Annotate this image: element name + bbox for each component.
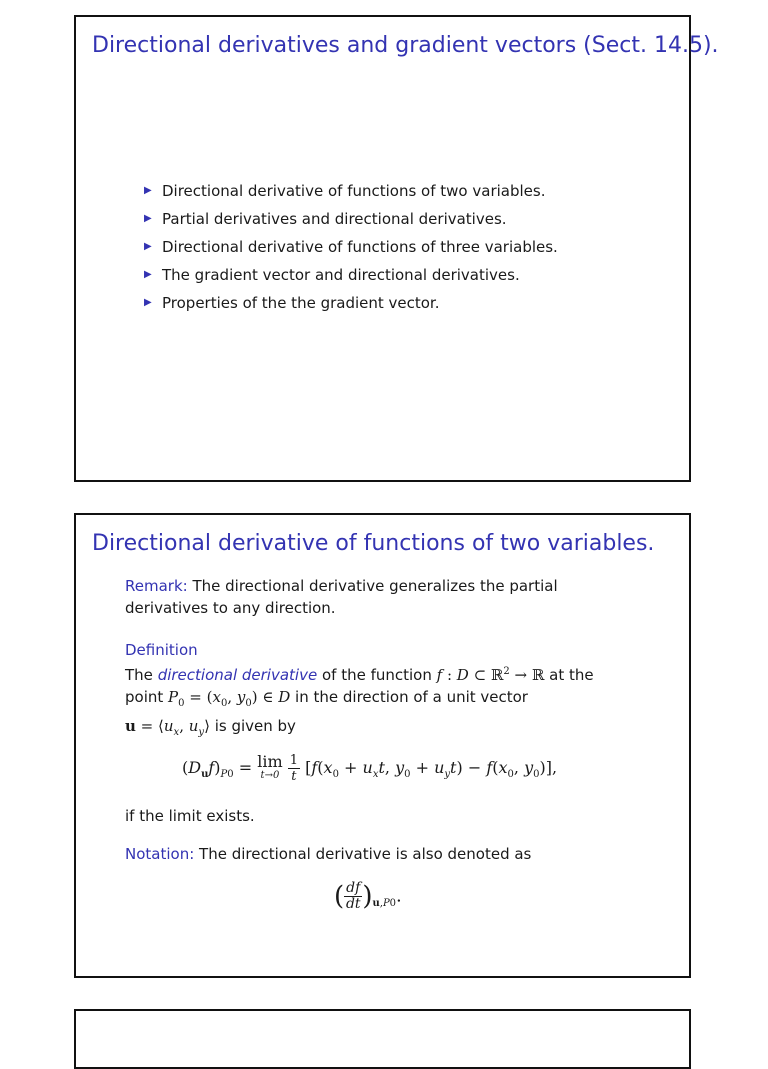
remark-block: [125, 575, 677, 619]
slide-1-title: Directional derivatives and gradient vectors (Sect. 14.5).: [92, 33, 719, 58]
remark-text-2: derivatives to any direction.: [125, 599, 336, 617]
triangle-bullet-icon: ▶: [144, 213, 152, 224]
list-item: ▶ Partial derivatives and directional derivatives.: [144, 210, 507, 228]
topic-list: [144, 180, 558, 320]
list-item: ▶ Directional derivative of functions of two variables.: [144, 182, 546, 200]
definition-line-3: $u = ⟨u_x$, $u_y⟩$ is given by: [125, 717, 296, 738]
list-item: ▶ The gradient vector and directional derivatives.: [144, 266, 520, 284]
definition-line-2: point $P_0 = (x_0$, $y_0$) ∈ D in the direction of a unit vector: [125, 688, 528, 709]
slide-1: [74, 15, 719, 482]
definition-line-1: The directional derivative of the function f : D ⊂ ℝ$^2$ → ℝ at the: [125, 666, 594, 684]
defined-term: directional derivative: [157, 666, 318, 684]
directional-derivative-formula: $(D_uf)_{P0}$ = lim t→0 $\frac{1}{t}$ [$f(x_0 + u_xt$, $y_0 + u_yt) - f(x_0$, $y_0$)],: [182, 751, 558, 784]
slide-2-title: Directional derivative of functions of two variables.: [92, 531, 655, 556]
notation-formula: ( $\frac{df}{dt}$ )$_{u,P0}$.: [334, 880, 402, 912]
triangle-bullet-icon: ▶: [144, 297, 152, 308]
triangle-bullet-icon: ▶: [144, 185, 152, 196]
definition-label: Definition: [125, 641, 198, 659]
definition-block: [125, 639, 677, 744]
limit-note: if the limit exists.: [125, 807, 255, 825]
list-item: ▶ Properties of the the gradient vector.: [144, 294, 440, 312]
remark-text: The directional derivative generalizes the partial: [192, 577, 558, 595]
triangle-bullet-icon: ▶: [144, 269, 152, 280]
notation-block: [125, 843, 677, 865]
triangle-bullet-icon: ▶: [144, 241, 152, 252]
slide-2: [74, 513, 691, 978]
list-item: ▶ Directional derivative of functions of three variables.: [144, 238, 558, 256]
remark-label: Remark:: [125, 577, 188, 595]
notation-label: Notation:: [125, 845, 195, 863]
notation-text: The directional derivative is also denoted as: [199, 845, 532, 863]
slide-3: [74, 1009, 691, 1069]
